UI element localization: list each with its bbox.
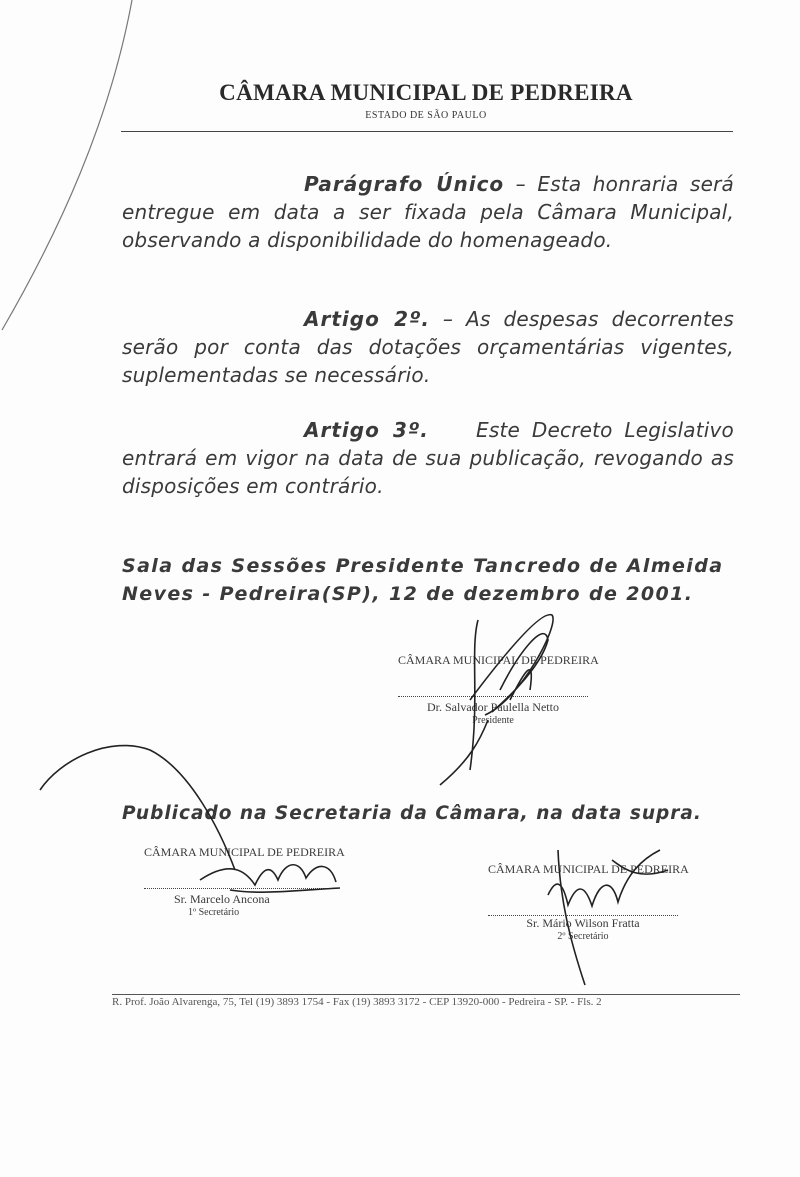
second-secretary-role: 2º Secretário — [557, 931, 609, 942]
president-signature-line — [398, 696, 588, 697]
header-title: CÂMARA MUNICIPAL DE PEDREIRA — [219, 80, 633, 105]
first-secretary-role: 1º Secretário — [188, 907, 240, 918]
footer-divider — [112, 994, 740, 995]
header-divider — [121, 131, 733, 132]
second-secretary-signature-block — [488, 862, 689, 942]
paragrafo-unico-text: – Esta honraria será entregue em data a ser fixada pela Câmara Municipal, observando a disponibilidade do homenageado. — [122, 172, 735, 252]
footer-address: R. Prof. João Alvarenga, 75, Tel (19) 3893 1754 - Fax (19) 3893 3172 - CEP 13920-000 - Pedreira - SP. - Fls. 2 — [112, 996, 602, 1008]
president-org: CÂMARA MUNICIPAL DE PEDREIRA — [398, 653, 599, 667]
published-statement: Publicado na Secretaria da Câmara, na data supra. — [122, 803, 702, 824]
first-secretary-name: Sr. Marcelo Ancona — [174, 892, 270, 906]
president-role: Presidente — [472, 715, 514, 726]
second-secretary-org: CÂMARA MUNICIPAL DE PEDREIRA — [488, 862, 689, 876]
closing-statement: Sala das Sessões Presidente Tancredo de Almeida Neves - Pedreira(SP), 12 de dezembro de 2001. — [122, 555, 724, 605]
artigo-3 — [122, 416, 741, 500]
first-secretary-org: CÂMARA MUNICIPAL DE PEDREIRA — [144, 845, 345, 859]
first-secretary-signature-line — [144, 888, 334, 889]
paragrafo-unico — [122, 170, 734, 254]
first-secretary-signature-block — [144, 845, 345, 918]
second-secretary-name: Sr. Mário Wilson Fratta — [526, 916, 640, 930]
artigo-3-lead: Artigo 3º. — [304, 418, 429, 442]
artigo-2-lead: Artigo 2º. — [304, 307, 430, 331]
paragrafo-unico-lead: Parágrafo Único — [304, 172, 505, 196]
artigo-2-text: – As despesas decorrentes serão por conta das dotações orçamentárias vigentes, suplementadas se necessário. — [122, 307, 734, 387]
header-subtitle: ESTADO DE SÃO PAULO — [365, 110, 487, 121]
artigo-2 — [122, 305, 734, 389]
president-name: Dr. Salvador Paulella Netto — [427, 700, 559, 714]
president-signature-block — [398, 653, 599, 726]
artigo-3-text: Este Decreto Legislativo entrará em vigor na data de sua publicação, revogando as disposições em contrário. — [122, 418, 741, 498]
